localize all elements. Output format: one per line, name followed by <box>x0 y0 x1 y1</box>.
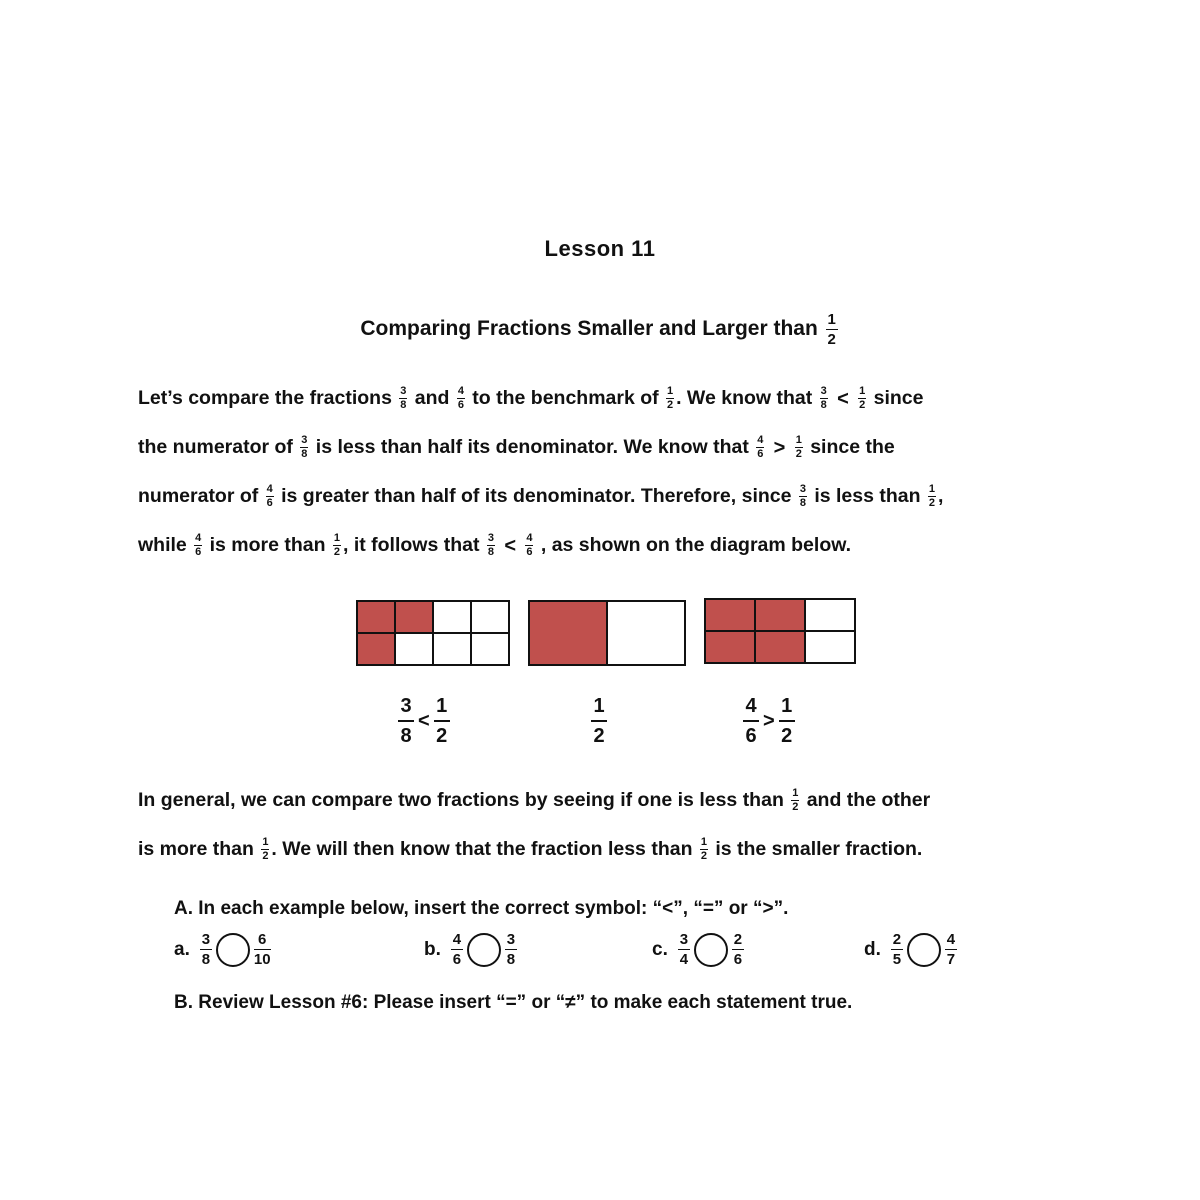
fraction: $\frac{1}{2}$ <box>859 385 866 412</box>
text: is less than half its denominator. We know that <box>315 436 749 458</box>
comparison-symbol: < <box>837 387 849 410</box>
fraction: $\frac{1}{2}$ <box>434 696 450 746</box>
fraction: $\frac{1}{2}$ <box>792 787 799 814</box>
fraction: $\frac{2}{5}$ <box>892 931 902 968</box>
fraction: $\frac{3}{8}$ <box>398 696 414 746</box>
denominator: 2 <box>827 331 836 348</box>
shaded-cell <box>756 632 804 662</box>
answer-circle[interactable] <box>694 933 728 967</box>
caption-one-half <box>589 696 609 746</box>
fraction: $\frac{3}{8}$ <box>799 483 806 510</box>
text: is the smaller fraction. <box>715 838 923 860</box>
shaded-cell <box>396 602 432 632</box>
fraction: $\frac{4}{6}$ <box>266 483 273 510</box>
text: is less than <box>814 485 921 507</box>
text: while <box>138 534 187 556</box>
numerator: 1 <box>827 311 836 328</box>
empty-cell <box>396 634 432 664</box>
empty-cell <box>608 602 684 664</box>
text: is more than <box>209 534 326 556</box>
exercise-item-c <box>652 932 746 967</box>
empty-cell <box>434 634 470 664</box>
lesson-title: Lesson 11 <box>544 236 656 261</box>
text: . We know that <box>676 387 813 409</box>
exercise-item-d <box>864 932 959 967</box>
fraction: $\frac{3}{8}$ <box>400 385 407 412</box>
fraction: $\frac{1}{2}$ <box>333 532 341 559</box>
shaded-cell <box>706 632 754 662</box>
text: and <box>414 387 450 409</box>
fraction: $\frac{1}{2}$ <box>700 836 707 863</box>
fraction: $\frac{1}{2}$ <box>779 696 795 746</box>
comparison-symbol: > <box>773 436 786 459</box>
comparison-symbol: < <box>418 709 430 732</box>
paragraph-line <box>138 378 923 418</box>
fraction: $\frac{1}{2}$ <box>928 483 936 510</box>
item-label: c. <box>652 938 668 960</box>
answer-circle[interactable] <box>907 933 941 967</box>
subtitle-text: Comparing Fractions Smaller and Larger than <box>360 317 818 341</box>
text: to the benchmark of <box>472 387 659 409</box>
fraction: $\frac{2}{6}$ <box>733 931 743 968</box>
fraction: $\frac{3}{8}$ <box>487 532 494 559</box>
text: since the <box>810 436 895 458</box>
empty-cell <box>472 634 508 664</box>
paragraph-line <box>138 427 895 467</box>
shaded-cell <box>358 602 394 632</box>
text: since <box>873 387 924 409</box>
text: In general, we can compare two fractions by seeing if one is less than <box>138 789 784 811</box>
exercise-a-items <box>174 932 1004 984</box>
fraction: $\frac{1}{2}$ <box>591 696 607 746</box>
fraction: $\frac{1}{2}$ <box>795 434 802 461</box>
fraction: $\frac{1}{2}$ <box>667 385 674 412</box>
text: the numerator of <box>138 436 293 458</box>
item-label: a. <box>174 938 190 960</box>
four-sixths-diagram <box>704 598 856 664</box>
paragraph-line <box>138 780 930 820</box>
fraction: $\frac{3}{4}$ <box>679 931 689 968</box>
empty-cell <box>434 602 470 632</box>
lesson-subtitle <box>0 312 1200 347</box>
one-half-diagram <box>528 600 686 666</box>
text: , it follows that <box>342 534 480 556</box>
text: is greater than half of its denominator. Therefore, since <box>281 485 792 507</box>
empty-cell <box>806 600 854 630</box>
item-label: b. <box>424 938 441 960</box>
fraction: $\frac{6}{10}$ <box>253 931 271 968</box>
answer-circle[interactable] <box>216 933 250 967</box>
fraction: $\frac{4}{6}$ <box>452 931 462 968</box>
caption-three-eighths-less-than-half <box>396 696 452 746</box>
paragraph-line <box>138 525 851 565</box>
fraction: $\frac{3}{8}$ <box>820 385 827 412</box>
text: , as shown on the diagram below. <box>540 534 852 556</box>
item-label: d. <box>864 938 881 960</box>
fraction <box>826 312 838 347</box>
text: numerator of <box>138 485 259 507</box>
text: Let’s compare the fractions <box>138 387 392 409</box>
shaded-cell <box>756 600 804 630</box>
text: , <box>937 485 944 507</box>
fraction: $\frac{4}{6}$ <box>743 696 759 746</box>
shaded-cell <box>530 602 606 664</box>
fraction: $\frac{3}{8}$ <box>301 434 308 461</box>
fraction: $\frac{4}{6}$ <box>526 532 533 559</box>
text: is more than <box>138 838 254 860</box>
fraction: $\frac{4}{6}$ <box>757 434 764 461</box>
shaded-cell <box>358 634 394 664</box>
exercise-b-instruction: B. Review Lesson #6: Please insert “=” or “≠” to make each statement true. <box>174 992 853 1013</box>
three-eighths-diagram <box>356 600 510 666</box>
fraction: $\frac{4}{6}$ <box>457 385 464 412</box>
comparison-symbol: > <box>763 709 775 732</box>
exercise-item-a <box>174 932 273 967</box>
empty-cell <box>806 632 854 662</box>
exercise-a-instruction: A. In each example below, insert the correct symbol: “<”, “=” or “>”. <box>174 898 789 919</box>
caption-four-sixths-greater-than-half <box>741 696 797 746</box>
exercise-item-b <box>424 932 519 967</box>
comparison-symbol: < <box>504 534 517 557</box>
fraction: $\frac{1}{2}$ <box>262 836 269 863</box>
paragraph-line <box>138 476 943 516</box>
text: and the other <box>806 789 931 811</box>
text: . We will then know that the fraction less than <box>271 838 693 860</box>
fraction: $\frac{4}{6}$ <box>195 532 202 559</box>
fraction: $\frac{4}{7}$ <box>946 931 956 968</box>
paragraph-line <box>138 829 922 869</box>
fraction: $\frac{3}{8}$ <box>201 931 211 968</box>
empty-cell <box>472 602 508 632</box>
fraction: $\frac{3}{8}$ <box>506 931 516 968</box>
shaded-cell <box>706 600 754 630</box>
answer-circle[interactable] <box>467 933 501 967</box>
